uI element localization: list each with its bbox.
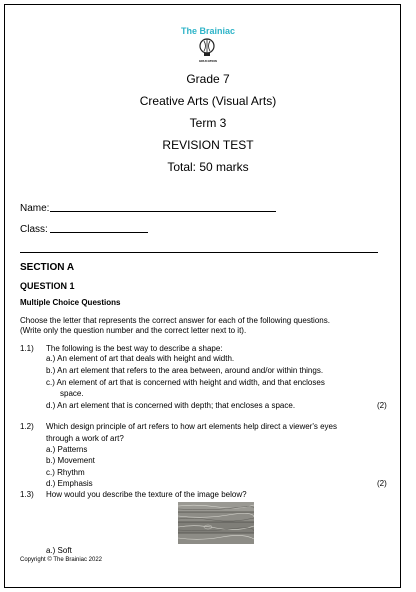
- total-heading: Total: 50 marks: [167, 160, 249, 174]
- option-a: a.) An element of art that deals with height and width.: [46, 354, 235, 363]
- grade-heading: Grade 7: [186, 72, 230, 86]
- option-c: c.) Rhythm: [46, 468, 85, 477]
- question-title: QUESTION 1: [20, 281, 75, 291]
- option-a: a.) Soft: [46, 546, 72, 555]
- question-stem: Which design principle of art refers to how art elements help direct a viewer's eyes: [46, 422, 337, 431]
- page-border: [4, 4, 401, 588]
- instructions-line-2: (Write only the question number and the correct letter next to it).: [20, 326, 247, 335]
- wood-texture-image: [178, 502, 254, 544]
- marks-label: (2): [377, 479, 387, 488]
- instructions-line-1: Choose the letter that represents the correct answer for each of the following questions.: [20, 316, 330, 325]
- question-stem-continued: through a work of art?: [46, 434, 124, 443]
- question-stem: How would you describe the texture of the image below?: [46, 490, 247, 499]
- option-a: a.) Patterns: [46, 445, 88, 454]
- marks-label: (2): [377, 401, 387, 410]
- option-d: d.) Emphasis: [46, 479, 93, 488]
- class-label: Class:: [20, 224, 48, 235]
- class-field-line[interactable]: [50, 232, 148, 233]
- name-label: Name:: [20, 203, 50, 214]
- question-number: 1.2): [20, 422, 34, 431]
- question-number: 1.3): [20, 490, 34, 499]
- option-b: b.) Movement: [46, 456, 95, 465]
- option-d: d.) An art element that is concerned with depth; that encloses a space.: [46, 401, 296, 410]
- test-heading: REVISION TEST: [162, 138, 254, 152]
- divider: [20, 252, 378, 253]
- question-number: 1.1): [20, 344, 34, 353]
- option-c: c.) An element of art that is concerned with height and width, and that encloses: [46, 378, 325, 387]
- subject-heading: Creative Arts (Visual Arts): [139, 94, 277, 108]
- term-heading: Term 3: [189, 116, 227, 130]
- question-stem: The following is the best way to describe a shape:: [46, 344, 223, 353]
- name-field-line[interactable]: [50, 211, 276, 212]
- option-c-continued: space.: [60, 389, 84, 398]
- section-title: SECTION A: [20, 262, 75, 273]
- copyright-footer: Copyright © The Brainiac 2022: [20, 557, 103, 563]
- option-b: b.) An art element that refers to the area between, around and/or within things.: [46, 366, 324, 375]
- brand-name: The Brainiac: [180, 26, 236, 36]
- section-subtitle: Multiple Choice Questions: [20, 298, 121, 307]
- logo-caption: EDUCATION: [199, 59, 217, 63]
